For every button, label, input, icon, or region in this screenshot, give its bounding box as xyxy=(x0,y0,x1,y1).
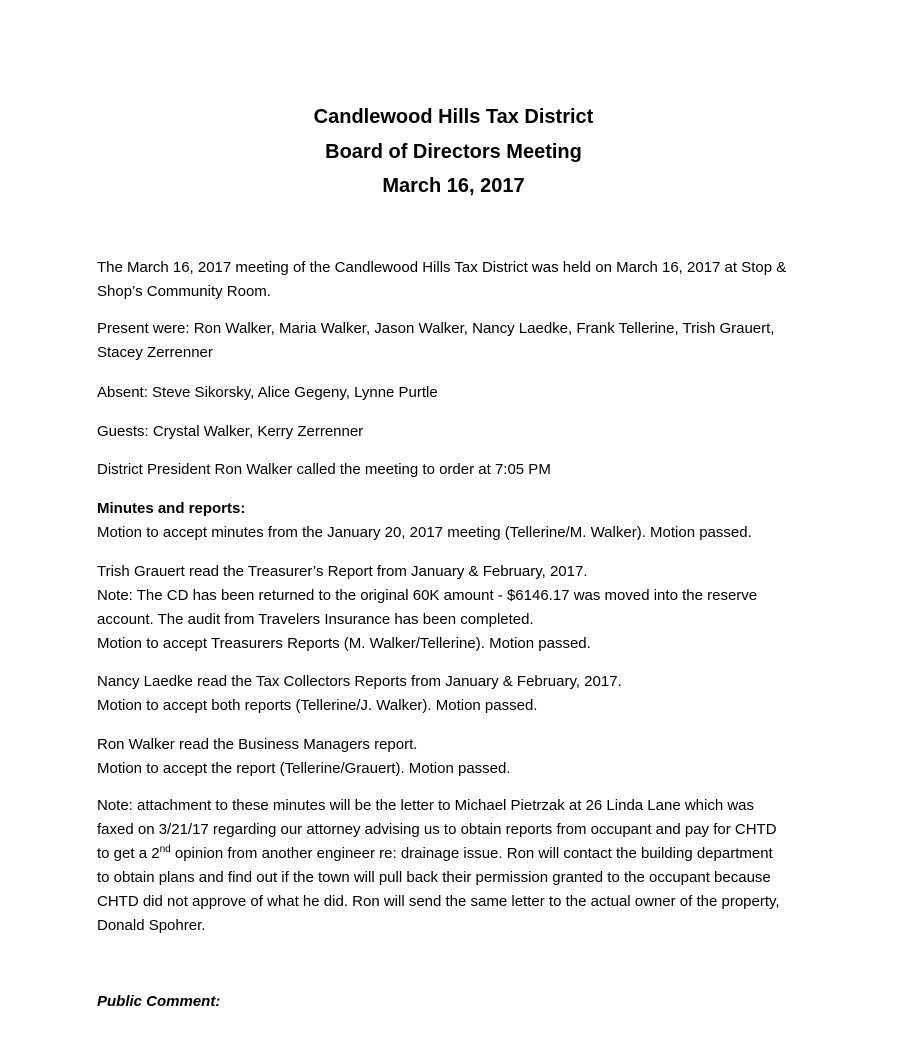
minutes-section xyxy=(97,497,817,545)
treasurer-section: Trish Grauert read the Treasurer’s Report from January & February, 2017. Note: The CD has been returned to the original 60K amount - $6146.17 was moved into the reserve account. The audit from Travelers Insurance has been completed. Motion to accept Treasurers Reports (M. Walker/Tellerine). Motion passed. xyxy=(97,563,758,652)
present-paragraph: Present were: Ron Walker, Maria Walker, Jason Walker, Nancy Laedke, Frank Tellerine, Trish Grauert, Stacey Zerrenner xyxy=(97,320,775,361)
note-paragraph: Note: attachment to these minutes will be the letter to Michael Pietrzak at 26 Linda Lane which was faxed on 3/21/17 regarding our attorney advising us to obtain reports from occupant and pay for CHTD to get a 2nd opinion from another engineer re: drainage issue. Ron will contact the building department to obtain plans and find out if the town will pull back their permission granted to the occupant because CHTD did not approve of what he did. Ron will send the same letter to the actual owner of the property, Donald Spohrer. xyxy=(97,797,780,934)
guests-paragraph: Guests: Crystal Walker, Kerry Zerrenner xyxy=(97,423,364,440)
minutes-heading: Minutes and reports: xyxy=(97,500,246,517)
call-to-order-paragraph: District President Ron Walker called the meeting to order at 7:05 PM xyxy=(97,461,551,478)
title-meeting: Board of Directors Meeting xyxy=(325,140,582,163)
document-title xyxy=(0,100,907,204)
public-comment-section xyxy=(97,990,817,1014)
public-comment-heading: Public Comment: xyxy=(97,993,221,1010)
minutes-motion: Motion to accept minutes from the January 20, 2017 meeting (Tellerine/M. Walker). Motion passed. xyxy=(97,524,752,541)
title-date: March 16, 2017 xyxy=(382,175,525,197)
tax-collector-section: Nancy Laedke read the Tax Collectors Reports from January & February, 2017. Motion to accept both reports (Tellerine/J. Walker). Motion passed. xyxy=(97,673,622,714)
intro-paragraph: The March 16, 2017 meeting of the Candlewood Hills Tax District was held on March 16, 2017 at Stop & Shop’s Community Room. xyxy=(97,259,787,300)
title-district: Candlewood Hills Tax District xyxy=(313,106,594,128)
absent-paragraph: Absent: Steve Sikorsky, Alice Gegeny, Lynne Purtle xyxy=(97,384,438,401)
business-manager-section: Ron Walker read the Business Managers report. Motion to accept the report (Tellerine/Grauert). Motion passed. xyxy=(97,736,511,777)
